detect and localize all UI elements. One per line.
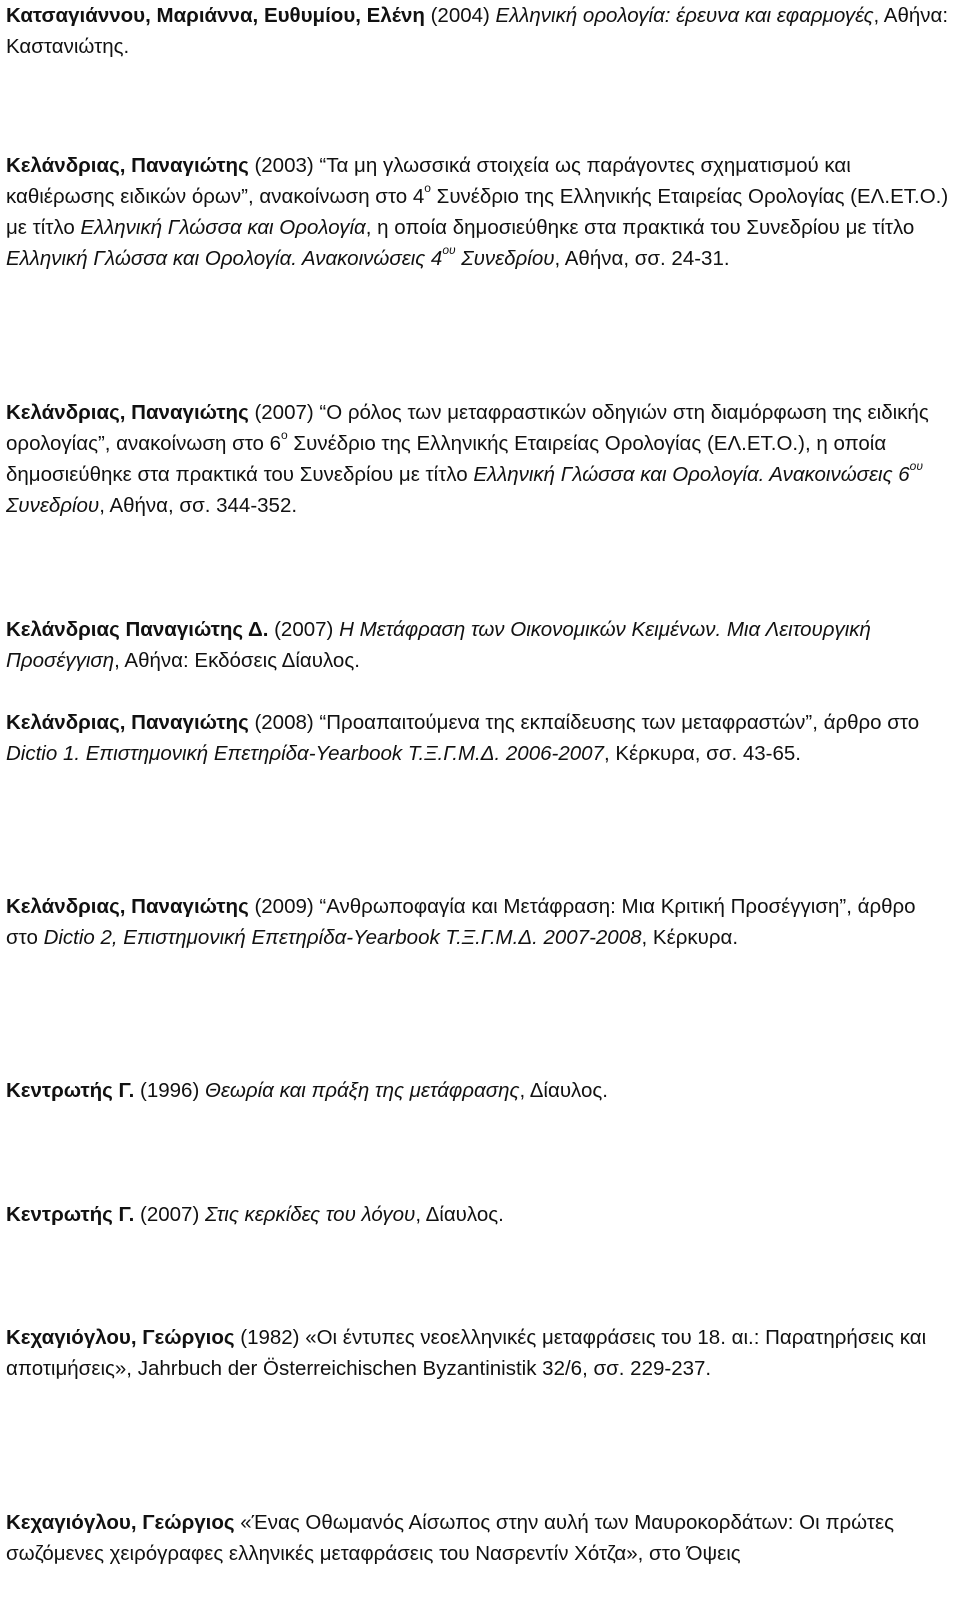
reference-title: Ελληνική ορολογία: έρευνα και εφαρμογές [495, 4, 874, 27]
reference-proceedings-title: Συνεδρίου [455, 247, 555, 270]
reference-publisher: , Αθήνα, σσ. 24-31. [554, 247, 730, 270]
reference-year: (2007) [134, 1203, 205, 1226]
reference-year: (1982) [234, 1326, 306, 1349]
reference-text: , η οποία δημοσιεύθηκε στα πρακτικά του Συνεδρίου με τίτλο [365, 216, 915, 239]
reference-publisher: , Αθήνα, σσ. 344-352. [99, 494, 298, 517]
reference-entry [6, 1507, 950, 1569]
reference-entry [6, 397, 950, 521]
reference-journal: Dictio 2, Επιστημονική Επετηρίδα-Yearbook Τ.Ξ.Γ.Μ.Δ. 2007-2008 [43, 926, 642, 949]
reference-title: Η Μετάφραση των Οικονομικών Κειμένων. Μια Λειτουργική Προσέγγιση [6, 618, 871, 672]
reference-author: Κεντρωτής Γ. [6, 1203, 135, 1226]
reference-proceedings-title: Ελληνική Γλώσσα και Ορολογία. Ανακοινώσεις 4 [6, 247, 443, 270]
reference-publisher: , Αθήνα: Εκδόσεις Δίαυλος. [114, 649, 360, 672]
reference-entry [6, 614, 950, 676]
reference-year: (2008) [248, 711, 320, 734]
reference-title: Ελληνική Γλώσσα και Ορολογία [80, 216, 366, 239]
reference-author: Κεντρωτής Γ. [6, 1079, 135, 1102]
ordinal-superscript: ου [442, 243, 456, 258]
reference-text: «Ένας Οθωμανός Αίσωπος στην αυλή των Μαυροκορδάτων: Οι πρώτες σωζόμενες χειρόγραφες ελληνικές μεταφράσεις του Νασρεντίν Χότζα», στο Όψεις [6, 1511, 895, 1565]
reference-entry [6, 1322, 950, 1384]
reference-year: (2009) [248, 895, 320, 918]
reference-title: Θεωρία και πράξη της μετάφρασης [204, 1079, 520, 1102]
reference-entry [6, 0, 950, 62]
reference-author: Κελάνδριας Παναγιώτης Δ. [6, 618, 269, 641]
ordinal-superscript: ο [424, 181, 431, 196]
reference-proceedings-title: Ελληνική Γλώσσα και Ορολογία. Ανακοινώσεις 6 [473, 463, 910, 486]
reference-year: (2003) [248, 154, 320, 177]
reference-journal: Dictio 1. Επιστημονική Επετηρίδα-Yearbook Τ.Ξ.Γ.Μ.Δ. 2006-2007 [6, 742, 604, 765]
reference-year: (2007) [268, 618, 340, 641]
reference-year: (2007) [248, 401, 320, 424]
reference-author: Κεχαγιόγλου, Γεώργιος [6, 1511, 235, 1534]
reference-text: Συνέδριο της Ελληνικής Εταιρείας Ορολογίας (ΕΛ.ΕΤ.Ο.) με τίτλο [6, 185, 949, 239]
reference-year: (1996) [134, 1079, 205, 1102]
reference-publisher: , Κέρκυρα, σσ. 43-65. [603, 742, 801, 765]
reference-text: Συνέδριο της Ελληνικής Εταιρείας Ορολογίας (ΕΛ.ΕΤ.Ο.), η οποία δημοσιεύθηκε στα πρακτικά του Συνεδρίου με τίτλο [6, 432, 887, 486]
reference-author: Κελάνδριας, Παναγιώτης [6, 401, 249, 424]
reference-entry [6, 1199, 950, 1230]
ordinal-superscript: ο [281, 428, 288, 443]
reference-title: Στις κερκίδες του λόγου [204, 1203, 416, 1226]
ordinal-superscript: ου [909, 459, 923, 474]
reference-publisher: , Κέρκυρα. [641, 926, 739, 949]
reference-year: (2004) [424, 4, 496, 27]
reference-text: “Ο ρόλος των μεταφραστικών οδηγιών στη διαμόρφωση της ειδικής ορολογίας”, ανακοίνωση στο 6 [6, 401, 929, 455]
reference-publisher: , Δίαυλος. [519, 1079, 608, 1102]
reference-entry [6, 1075, 950, 1106]
reference-author: Κεχαγιόγλου, Γεώργιος [6, 1326, 235, 1349]
reference-entry [6, 707, 950, 769]
reference-text: “Τα μη γλωσσικά στοιχεία ως παράγοντες σχηματισμού και καθιέρωσης ειδικών όρων”, ανακοίνωση στο 4 [6, 154, 851, 208]
reference-text: “Ανθρωποφαγία και Μετάφραση: Μια Κριτική Προσέγγιση”, άρθρο στο [6, 895, 916, 949]
reference-author: Κατσαγιάννου, Μαριάννα, Ευθυμίου, Ελένη [6, 4, 425, 27]
reference-text: «Οι έντυπες νεοελληνικές μεταφράσεις του 18. αι.: Παρατηρήσεις και αποτιμήσεις», Jahrbuch der Österreichischen Byzantinistik 32/6, σσ. 229-237. [6, 1326, 927, 1380]
reference-text: “Προαπαιτούμενα της εκπαίδευσης των μεταφραστών”, άρθρο στο [319, 711, 920, 734]
reference-author: Κελάνδριας, Παναγιώτης [6, 895, 249, 918]
reference-publisher: , Αθήνα: Καστανιώτης. [6, 4, 949, 58]
reference-author: Κελάνδριας, Παναγιώτης [6, 154, 249, 177]
reference-author: Κελάνδριας, Παναγιώτης [6, 711, 249, 734]
reference-entry [6, 150, 950, 274]
reference-entry [6, 891, 950, 953]
reference-proceedings-title: Συνεδρίου [6, 494, 100, 517]
reference-publisher: , Δίαυλος. [415, 1203, 504, 1226]
